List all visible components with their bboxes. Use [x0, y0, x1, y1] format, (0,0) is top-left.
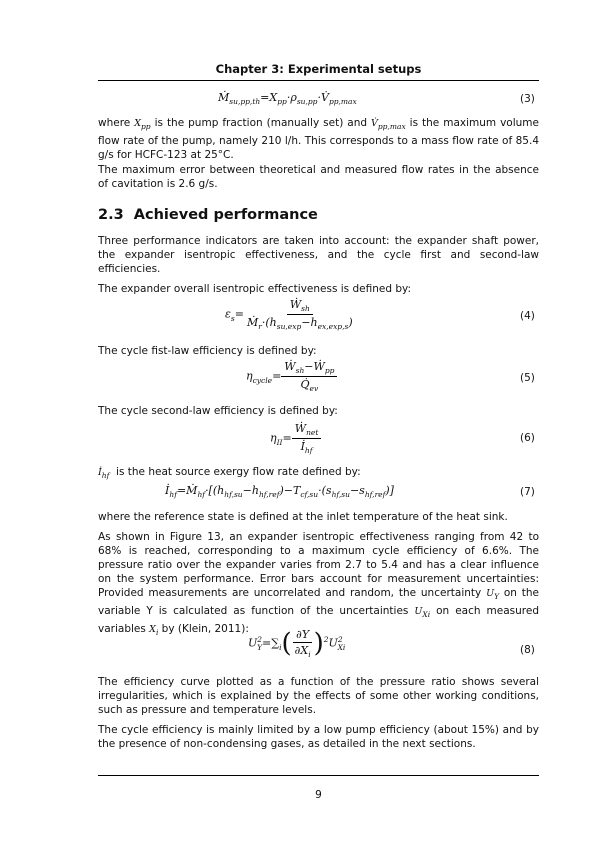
equation-4-number: (4): [520, 310, 535, 322]
equation-7: $İ_{hf}=Ṁ_{hf}\cdot[(h_{hf,su}-h_{hf,ref})-T_{cf,su}\cdot(s_{hf,su}-s_{hf,ref})]$: [165, 484, 394, 500]
paragraph-results: As shown in Figure 13, an expander isentropic effectiveness ranging from 42 to 68% is reached, corresponding to a maximum cycle efficiency of 6.6%. The pressure ratio over the expander varies from 2.7 to 5.4 and has a clear influence on the system performance. Error bars account for measurement uncertainties: Provided measurements are uncorrelated and random, the uncertainty $U_Y$ on the variable Y is calculated as function of the uncertainties $U_{Xi}$ on each measured variables $X_i$ by (Klein, 2011):: [98, 531, 539, 637]
section-number: 2.3: [98, 207, 124, 223]
paragraph-indicators: Three performance indicators are taken into account: the expander shaft power, the expander isentropic effectiveness, and the cycle first and second-law efficiencies.: [98, 235, 539, 275]
paragraph-pump-fraction: where $X_{pp}$ is the pump fraction (manually set) and $V̇_{pp,max}$ is the maximum volume flow rate of the pump, namely 210 l/h. This corresponds to a mass flow rate of 85.4 g/s for HCFC-123 at 25°C.: [98, 117, 539, 161]
equation-8-number: (8): [520, 644, 535, 656]
equation-3-number: (3): [520, 93, 535, 105]
paragraph-second-law-intro: The cycle second-law efficiency is defined by:: [98, 405, 338, 417]
paragraph-efficiency-curve: The efficiency curve plotted as a function of the pressure ratio shows several irregularities, which is explained by the effects of some other working conditions, such as pressure and temperature levels.: [98, 676, 539, 716]
header-rule: [98, 80, 539, 81]
section-title: Achieved performance: [133, 207, 318, 223]
equation-5: $\eta_{cycle}=$ $\frac{Ẇ_{sh}-Ẇ_{pp}}{Q̇_{ev}}$: [246, 360, 337, 393]
paragraph-reference-state: where the reference state is defined at the inlet temperature of the heat sink.: [98, 511, 508, 523]
equation-4: $\varepsilon_s=$ $\frac{Ẇ_{sh}}{Ṁ_r\cdot(h_{su,exp}-h_{ex,exp,s})}$: [225, 298, 353, 332]
paragraph-isentropic-intro: The expander overall isentropic effectiveness is defined by:: [98, 283, 411, 295]
footer-rule: [98, 775, 539, 776]
equation-8: $U^2_Y=\sum_i$( $\frac{\partial Y}{\partial X_i}$ )$^2U^2_{Xi}$: [248, 628, 346, 660]
paragraph-first-law-intro: The cycle fist-law efficiency is defined by:: [98, 345, 317, 357]
running-header: Chapter 3: Experimental setups: [215, 62, 422, 76]
page-number: 9: [315, 789, 322, 801]
equation-6-number: (6): [520, 432, 535, 444]
paragraph-cycle-limits: The cycle efficiency is mainly limited by a low pump efficiency (about 15%) and by the presence of non-condensing gases, as detailed in the next sections.: [98, 724, 539, 750]
equation-3: $Ṁ_{su,pp,th}=X_{pp}\cdot\rho_{su,pp}\cdot V̇_{pp,max}$: [218, 91, 357, 107]
paragraph-exergy-intro: $İ_{hf}$ is the heat source exergy flow rate defined by:: [98, 466, 361, 480]
equation-5-number: (5): [520, 372, 535, 384]
section-heading: [98, 207, 318, 223]
paragraph-max-error: The maximum error between theoretical and measured flow rates in the absence of cavitation is 2.6 g/s.: [98, 164, 539, 190]
equation-6: $\eta_{II}=$ $\frac{Ẇ_{net}}{İ_{hf}}$: [270, 422, 321, 455]
equation-7-number: (7): [520, 486, 535, 498]
